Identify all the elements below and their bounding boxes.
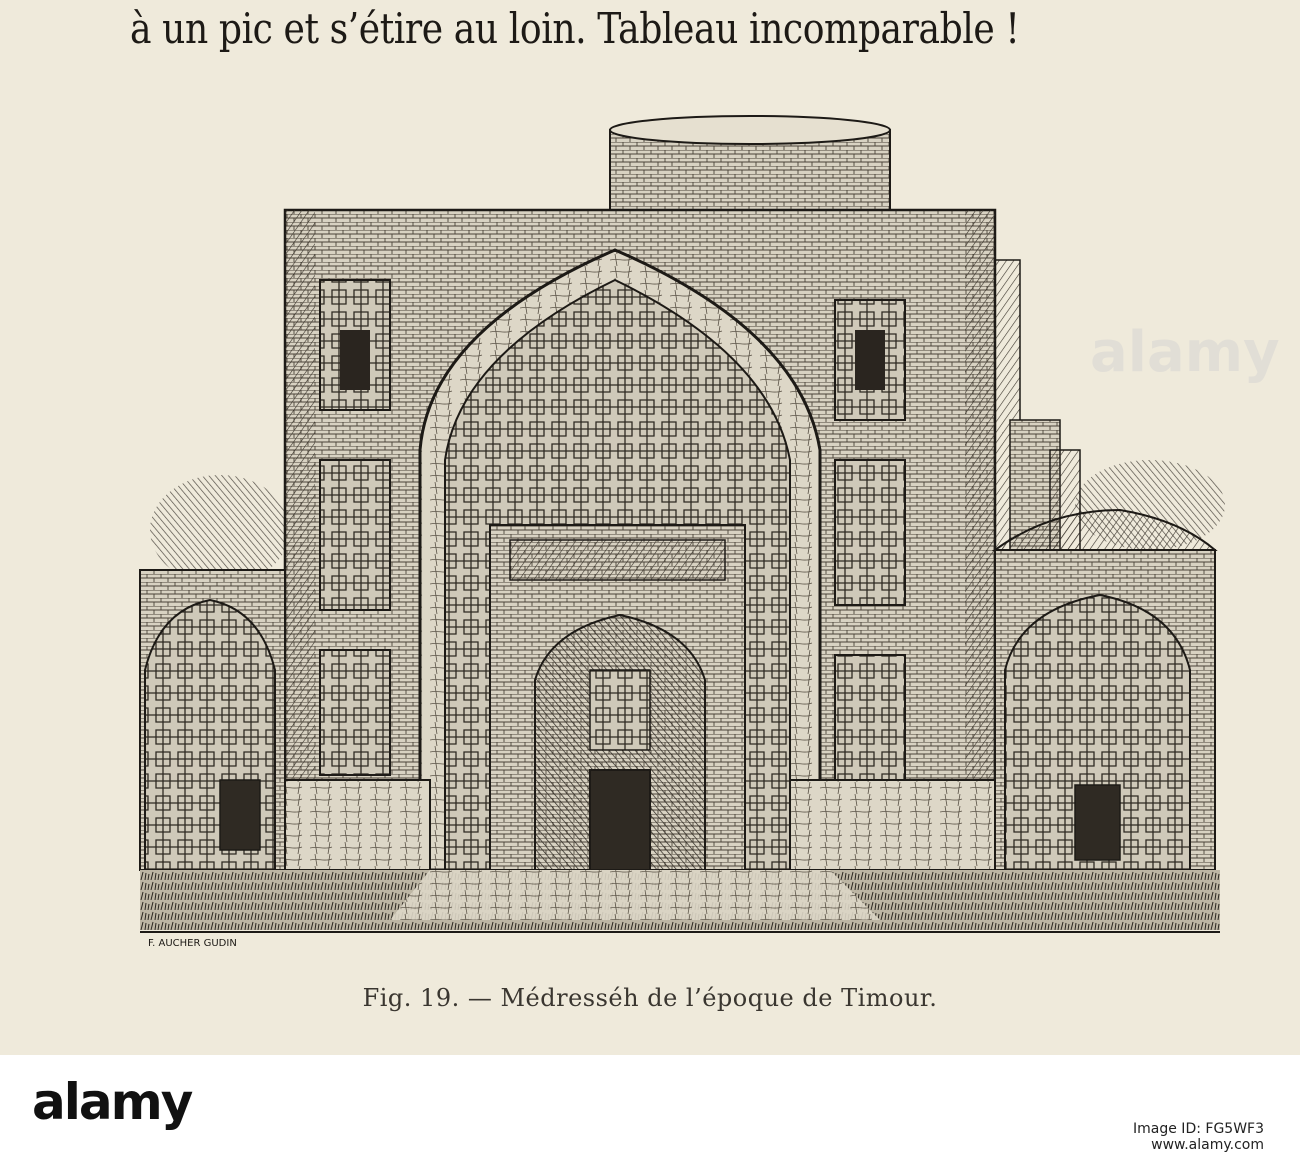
image-id-text: Image ID: FG5WF3 bbox=[1133, 1121, 1264, 1137]
stepped-tower-right bbox=[990, 260, 1080, 550]
body-text-line: à un pic et s’étire au loin. Tableau incomparable ! bbox=[130, 4, 1020, 53]
image-id-label bbox=[1133, 1121, 1264, 1153]
stock-footer bbox=[0, 1055, 1300, 1153]
main-portal bbox=[285, 210, 995, 870]
medresseh-engraving bbox=[130, 110, 1230, 960]
figure-caption: Fig. 19. — Médresséh de l’époque de Timour. bbox=[362, 984, 938, 1012]
alamy-logo[interactable]: alamy bbox=[32, 1073, 192, 1131]
dome-drum bbox=[610, 116, 890, 220]
tree-left bbox=[150, 475, 290, 585]
left-wing bbox=[140, 570, 285, 870]
paved-courtyard bbox=[390, 870, 880, 920]
stock-watermark: alamy bbox=[1090, 320, 1280, 385]
image-url-text: www.alamy.com bbox=[1151, 1137, 1264, 1153]
engraver-signature: F. AUCHER GUDIN bbox=[148, 938, 237, 949]
right-wing bbox=[995, 510, 1215, 870]
